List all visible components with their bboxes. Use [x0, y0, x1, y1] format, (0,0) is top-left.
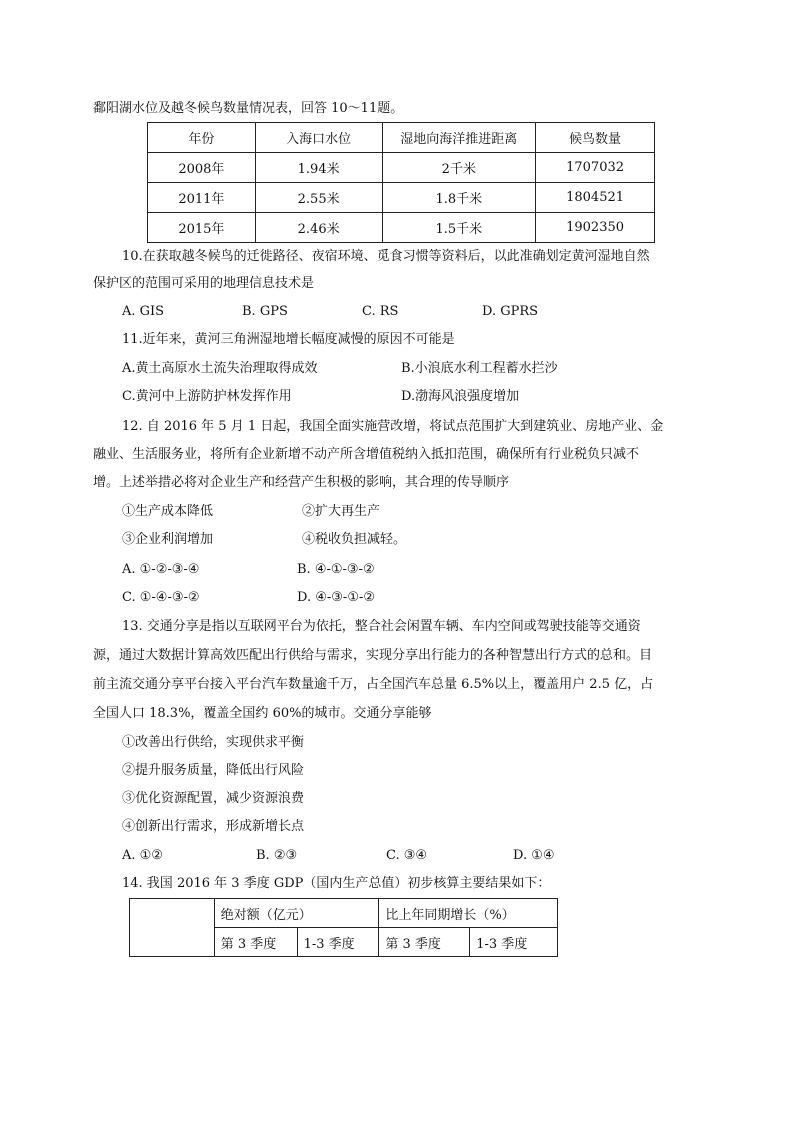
q13-item-1: ①改善出行供给，实现供求平衡	[122, 735, 305, 750]
subheader-q1-q3: 1-3 季度	[297, 928, 379, 957]
q13-option-a: A. ①②	[122, 848, 163, 863]
subheader-q3: 第 3 季度	[214, 928, 297, 957]
header-year: 年份	[148, 123, 256, 153]
subheader-q1-q3: 1-3 季度	[470, 928, 558, 957]
q12-item-4: ④税收负担减轻。	[302, 532, 407, 547]
q11-option-c: C.黄河中上游防护林发挥作用	[122, 389, 292, 404]
q13-option-d: D. ①④	[513, 848, 555, 863]
q11-option-b: B.小浪底水利工程蓄水拦沙	[401, 361, 558, 376]
table-row	[148, 183, 655, 213]
lake-data-table	[147, 122, 655, 243]
q13-option-c: C. ③④	[386, 848, 428, 863]
table-header-row	[148, 123, 655, 153]
q12-stem-line-2: 融业、生活服务业，将所有企业新增不动产所含增值税纳入抵扣范围，确保所有行业税负只减不	[93, 447, 640, 462]
header-absolute-value: 绝对额（亿元）	[214, 899, 379, 928]
q12-item-3: ③企业利润增加	[122, 532, 214, 547]
header-wetland-advance: 湿地向海洋推进距离	[382, 123, 536, 153]
table-cell: 2千米	[382, 153, 536, 183]
q13-stem-line-1: 13. 交通分享是指以互联网平台为依托，整合社会闲置车辆、车内空间或驾驶技能等交通资	[122, 619, 641, 634]
q12-item-1: ①生产成本降低	[122, 504, 214, 519]
table-row	[148, 213, 655, 243]
q10-option-c: C. RS	[362, 304, 399, 319]
table-cell: 1.94米	[255, 153, 382, 183]
q12-option-c: C. ①-④-③-②	[122, 590, 200, 605]
q13-item-2: ②提升服务质量，降低出行风险	[122, 763, 305, 778]
table-row	[148, 153, 655, 183]
q10-option-b: B. GPS	[242, 304, 288, 319]
table-cell: 1707032	[536, 153, 655, 183]
q11-option-a: A.黄土高原水土流失治理取得成效	[122, 361, 318, 376]
q13-option-b: B. ②③	[256, 848, 298, 863]
q13-item-3: ③优化资源配置，减少资源浪费	[122, 791, 305, 806]
q12-option-d: D. ④-③-①-②	[297, 590, 376, 605]
table-cell: 2.55米	[255, 183, 382, 213]
header-water-level: 入海口水位	[255, 123, 382, 153]
table-corner-cell	[130, 899, 215, 957]
q10-option-d: D. GPRS	[482, 304, 539, 319]
q12-option-a: A. ①-②-③-④	[122, 562, 200, 577]
table-cell: 2011年	[148, 183, 256, 213]
table-cell: 2015年	[148, 213, 256, 243]
table-cell: 2008年	[148, 153, 256, 183]
intro-text: 鄱阳湖水位及越冬候鸟数量情况表，回答 10～11题。	[93, 101, 404, 116]
q13-stem-line-3: 前主流交通分享平台接入平台汽车数量逾千万，占全国汽车总量 6.5%以上，覆盖用户 2.5 亿，占	[93, 677, 654, 692]
header-bird-count: 候鸟数量	[536, 123, 655, 153]
q12-stem-line-1: 12. 自 2016 年 5 月 1 日起，我国全面实施营改增，将试点范围扩大到建筑业、房地产业、金	[122, 419, 664, 434]
gdp-table	[129, 898, 558, 957]
header-yoy-growth: 比上年同期增长（%）	[379, 899, 558, 928]
q10-option-a: A. GIS	[122, 304, 165, 319]
q12-option-b: B. ④-①-③-②	[297, 562, 375, 577]
q12-stem-line-3: 增。上述举措必将对企业生产和经营产生积极的影响，其合理的传导顺序	[93, 475, 510, 490]
table-cell: 1902350	[536, 213, 655, 243]
table-cell: 1804521	[536, 183, 655, 213]
table-cell: 1.8千米	[382, 183, 536, 213]
table-cell: 1.5千米	[382, 213, 536, 243]
table-header-row	[130, 899, 558, 928]
q12-item-2: ②扩大再生产	[302, 504, 381, 519]
q11-stem: 11.近年来，黄河三角洲湿地增长幅度减慢的原因不可能是	[122, 332, 455, 347]
q13-stem-line-2: 源，通过大数据计算高效匹配出行供给与需求，实现分享出行能力的各种智慧出行方式的总和。目	[93, 648, 653, 663]
q14-stem: 14. 我国 2016 年 3 季度 GDP（国内生产总值）初步核算主要结果如下：	[122, 876, 551, 891]
subheader-q3: 第 3 季度	[379, 928, 470, 957]
table-cell: 2.46米	[255, 213, 382, 243]
q13-item-4: ④创新出行需求，形成新增长点	[122, 819, 305, 834]
q10-stem-line-2: 保护区的范围可采用的地理信息技术是	[93, 276, 315, 291]
q10-stem-line-1: 10.在获取越冬候鸟的迁徙路径、夜宿环境、觅食习惯等资料后，以此准确划定黄河湿地自然	[122, 249, 650, 264]
q13-stem-line-4: 全国人口 18.3%，覆盖全国约 60%的城市。交通分享能够	[93, 706, 432, 721]
q11-option-d: D.渤海风浪强度增加	[401, 389, 520, 404]
